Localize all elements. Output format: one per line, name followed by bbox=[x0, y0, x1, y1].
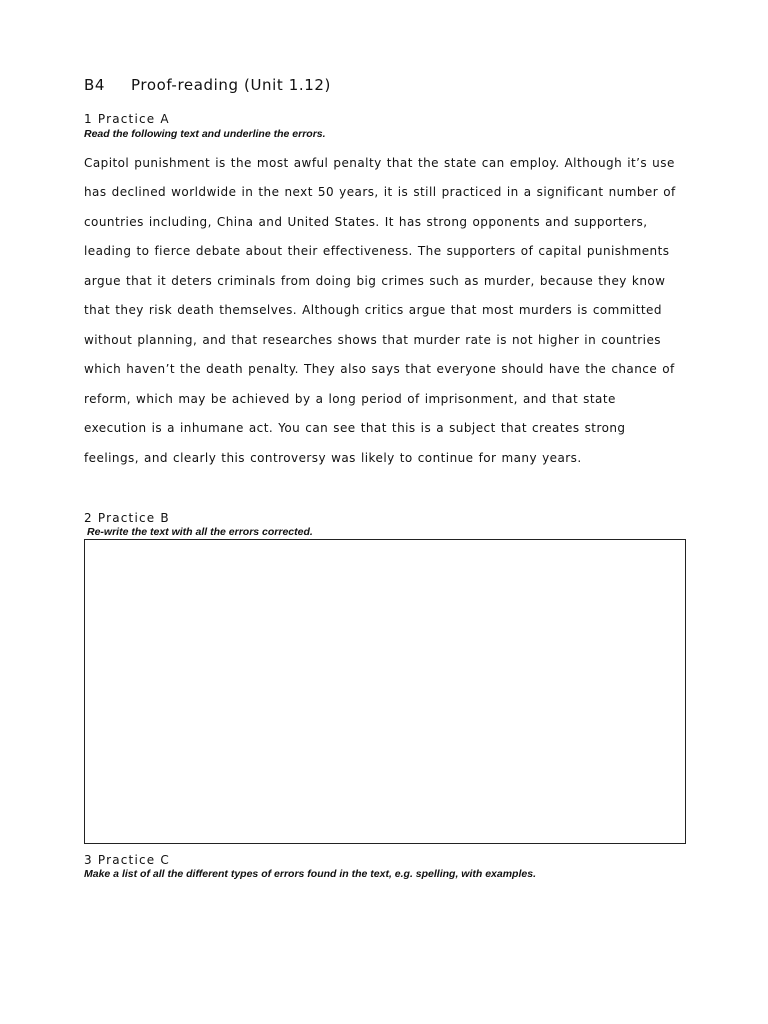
passage-line: execution is a inhumane act. You can see that this is a subject that creates strong bbox=[84, 421, 626, 435]
unit-code: B4 bbox=[84, 76, 106, 94]
page-title: Proof-reading (Unit 1.12) bbox=[131, 76, 331, 94]
passage-line: that they risk death themselves. Although critics argue that most murders is committed bbox=[84, 303, 662, 317]
rewrite-answer-box[interactable] bbox=[84, 539, 686, 844]
practice-a-title: 1 Practice A bbox=[84, 112, 170, 126]
passage-line: which haven’t the death penalty. They also says that everyone should have the chance of bbox=[84, 362, 675, 376]
passage-line: reform, which may be achieved by a long period of imprisonment, and that state bbox=[84, 392, 616, 406]
passage-line: Capitol punishment is the most awful penalty that the state can employ. Although it’s use bbox=[84, 156, 675, 170]
practice-c-title: 3 Practice C bbox=[84, 853, 170, 867]
practice-b-title: 2 Practice B bbox=[84, 511, 170, 525]
passage-line: countries including, China and United States. It has strong opponents and supporters, bbox=[84, 215, 648, 229]
passage-line: has declined worldwide in the next 50 years, it is still practiced in a significant number of bbox=[84, 185, 676, 199]
practice-b-instruction: Re-write the text with all the errors corrected. bbox=[87, 526, 313, 538]
page-heading bbox=[84, 76, 331, 94]
practice-c-instruction: Make a list of all the different types of errors found in the text, e.g. spelling, with examples. bbox=[84, 868, 536, 880]
passage-line: without planning, and that researches shows that murder rate is not higher in countries bbox=[84, 333, 662, 347]
practice-a-instruction: Read the following text and underline the errors. bbox=[84, 128, 326, 140]
passage-line: argue that it deters criminals from doing big crimes such as murder, because they know bbox=[84, 274, 666, 288]
passage-line: leading to fierce debate about their effectiveness. The supporters of capital punishments bbox=[84, 244, 670, 258]
passage-line: feelings, and clearly this controversy was likely to continue for many years. bbox=[84, 451, 582, 465]
